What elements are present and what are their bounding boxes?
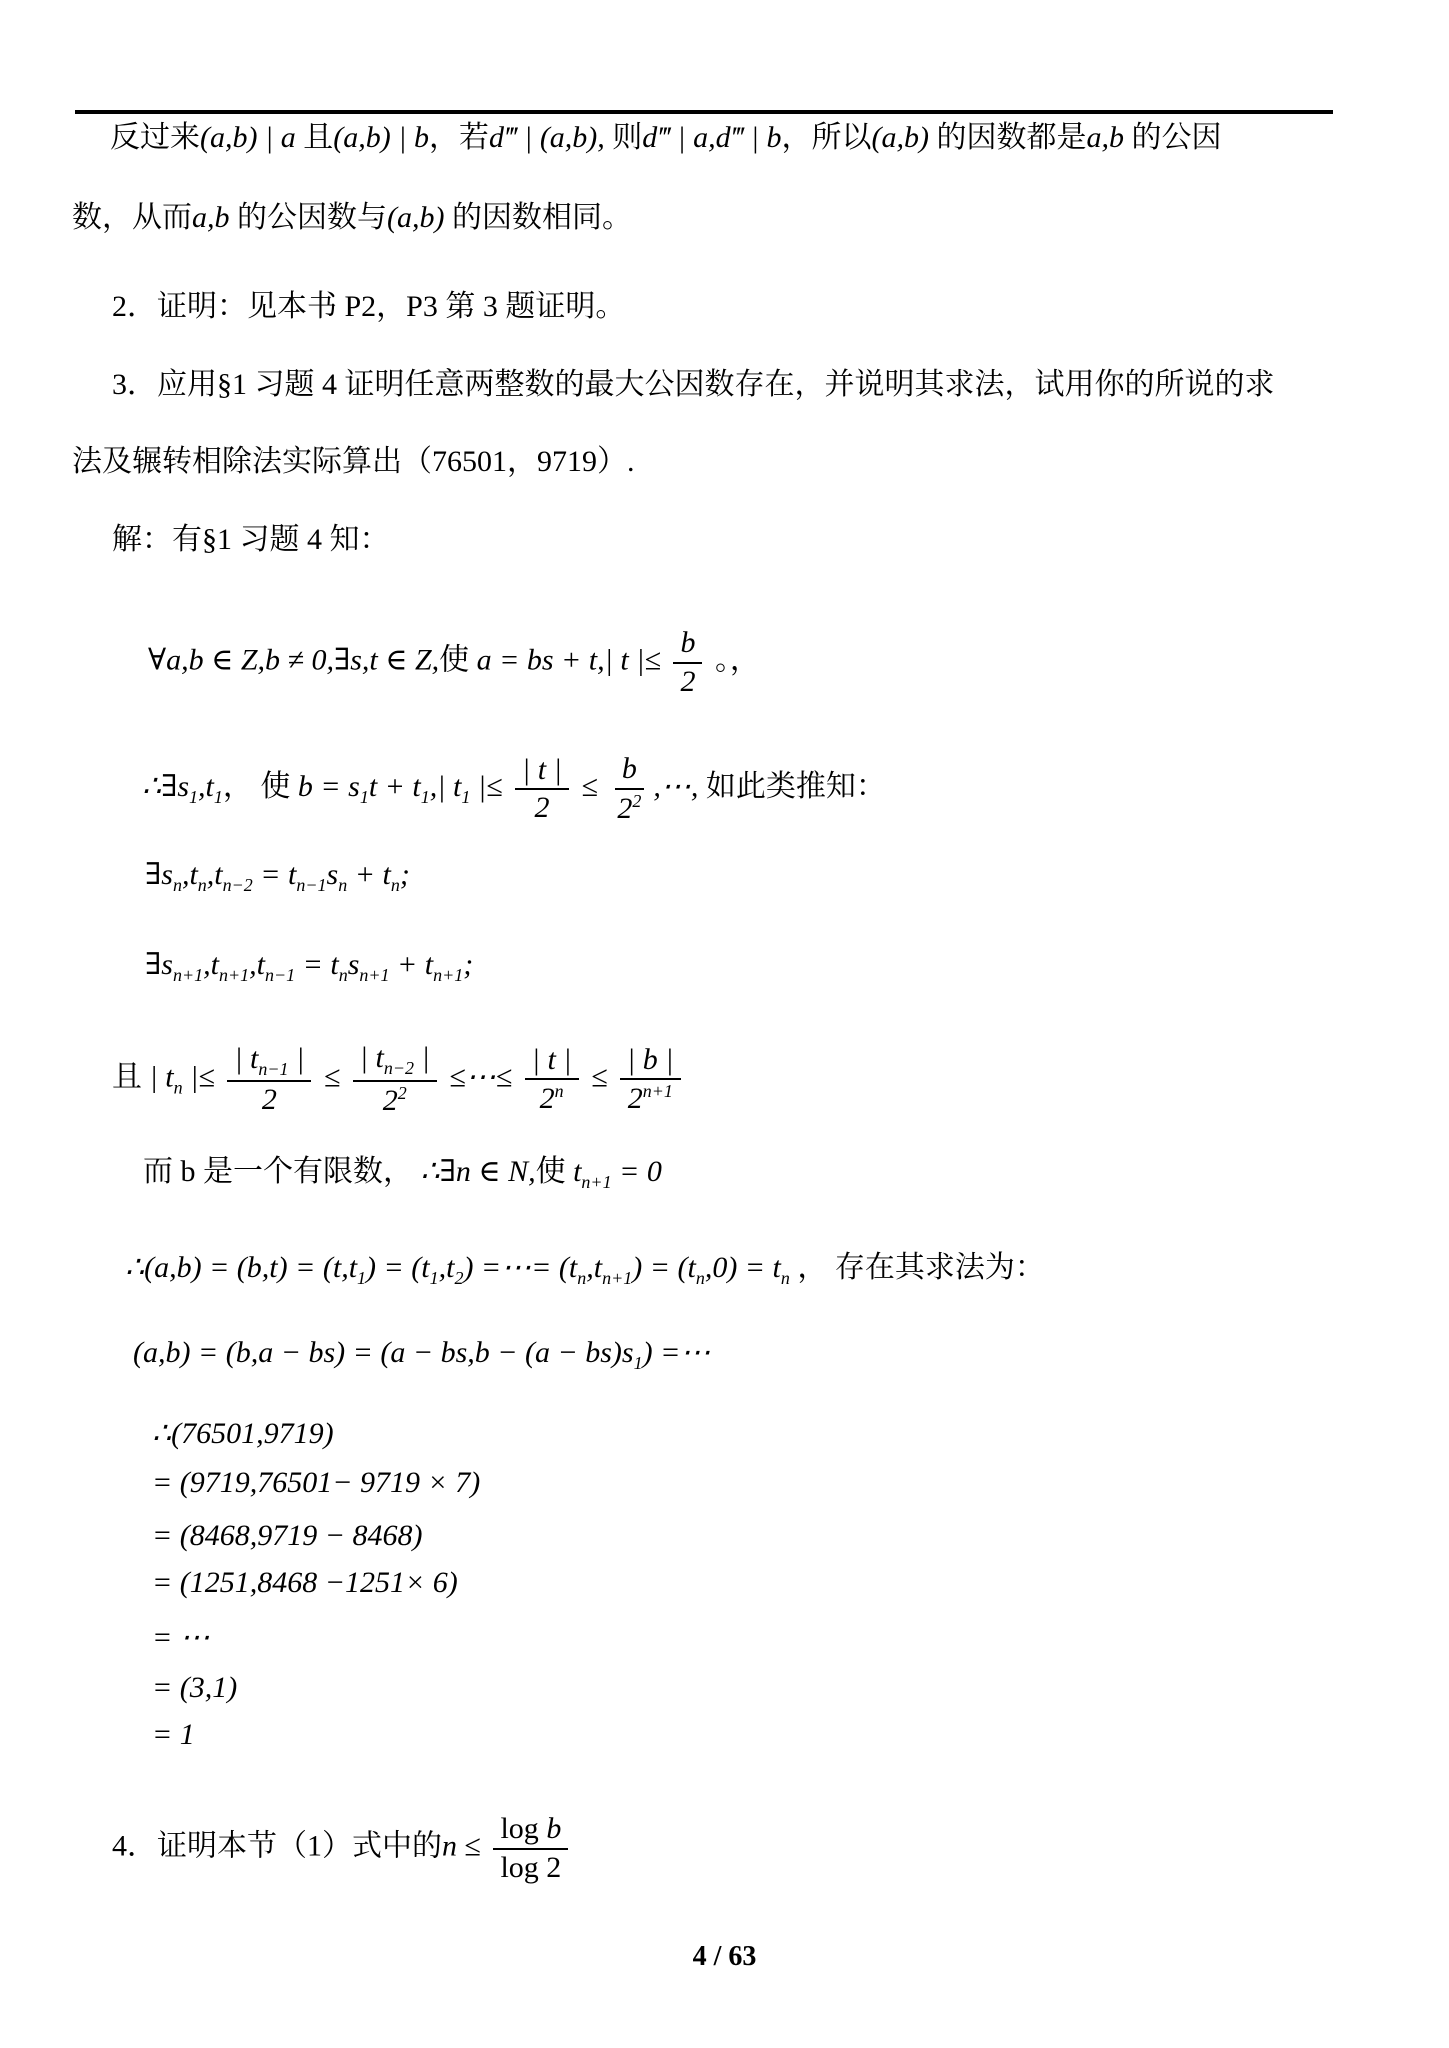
paragraph-converse-line1: 反过来(a,b) | a 且(a,b) | b，若d‴ | (a,b), 则d‴ | a,d‴ | b，所以(a,b) 的因数都是a,b 的公因 <box>110 121 1222 154</box>
formula-inequality-chain: 且 | $t_n$ |≤ $\frac{| t_{n-1} |}{2}$ ≤ $\frac{| t_{n-2} |}{2^2}$ ≤⋯≤ $\frac{| t |}{2^n}$ ≤ $\frac{| b |}{2^{n+1}}$ <box>112 1041 686 1118</box>
formula-gcd-method: $(a,b) = (b,a - bs) = (a - bs,b - (a - bs)s_1)$ =⋯ <box>133 1336 711 1373</box>
calc-step-1: ∴(76501,9719) <box>152 1417 334 1450</box>
formula-finite-b: 而 b 是一个有限数， ∴∃n ∈ N,使 $t_{n+1} = 0$ <box>143 1155 662 1192</box>
paragraph-converse-line2: 数，从而a,b 的公因数与(a,b) 的因数相同。 <box>72 201 632 234</box>
calc-step-6: = (3,1) <box>152 1671 238 1704</box>
calc-step-2: = (9719,76501− 9719 × 7) <box>152 1466 481 1499</box>
formula-recursive-step: $\therefore\exists s_1,t_1$， 使 $b = s_1t + t_1,|$ $t_1$ |≤ $\frac{| t |}{2}$ ≤ $\frac{b}{2^2}$ ,⋯, 如此类推知： <box>142 752 886 825</box>
problem-3-statement-line1: 3．应用§1 习题 4 证明任意两整数的最大公因数存在，并说明其求法，试用你的所说的求 <box>112 368 1275 401</box>
footer-page-number: 4 / 63 <box>692 1941 757 1972</box>
formula-gcd-chain: ∴(a,b) = $(b,t) = (t,t_1) = (t_1,t_2)$ =⋯= $(t_n,t_{n+1}) = (t_n,0) = t_n$ ， 存在其求法为： <box>125 1251 1045 1288</box>
calc-step-5: = ⋯ <box>152 1621 210 1654</box>
calc-result: = 1 <box>152 1718 195 1751</box>
formula-division-theorem: ∀a,b ∈ Z,b ≠ 0,∃s,t ∈ Z,使 a = bs + t,| t |≤ $\frac{b}{2}$ 。， <box>148 626 760 698</box>
calc-step-4: = (1251,8468 −1251× 6) <box>152 1566 458 1599</box>
formula-step-n: $\exists s_n,t_n,t_{n-2} = t_{n-1}s_n + t_n$; <box>145 858 410 895</box>
solution-intro: 解：有§1 习题 4 知： <box>112 523 390 556</box>
calc-step-3: = (8468,9719 − 8468) <box>152 1519 423 1552</box>
problem-3-statement-line2: 法及辗转相除法实际算出（76501，9719）. <box>72 445 635 478</box>
formula-step-n-plus-1: $\exists s_{n+1},t_{n+1},t_{n-1} = t_ns_{n+1} + t_{n+1}$; <box>145 948 474 985</box>
problem-4-statement: 4．证明本节（1）式中的n ≤ $\frac{\text{log b}}{\log 2}$ <box>112 1812 573 1885</box>
problem-2-proof: 2．证明：见本书 P2，P3 第 3 题证明。 <box>112 290 626 323</box>
header-rule <box>75 110 1333 114</box>
